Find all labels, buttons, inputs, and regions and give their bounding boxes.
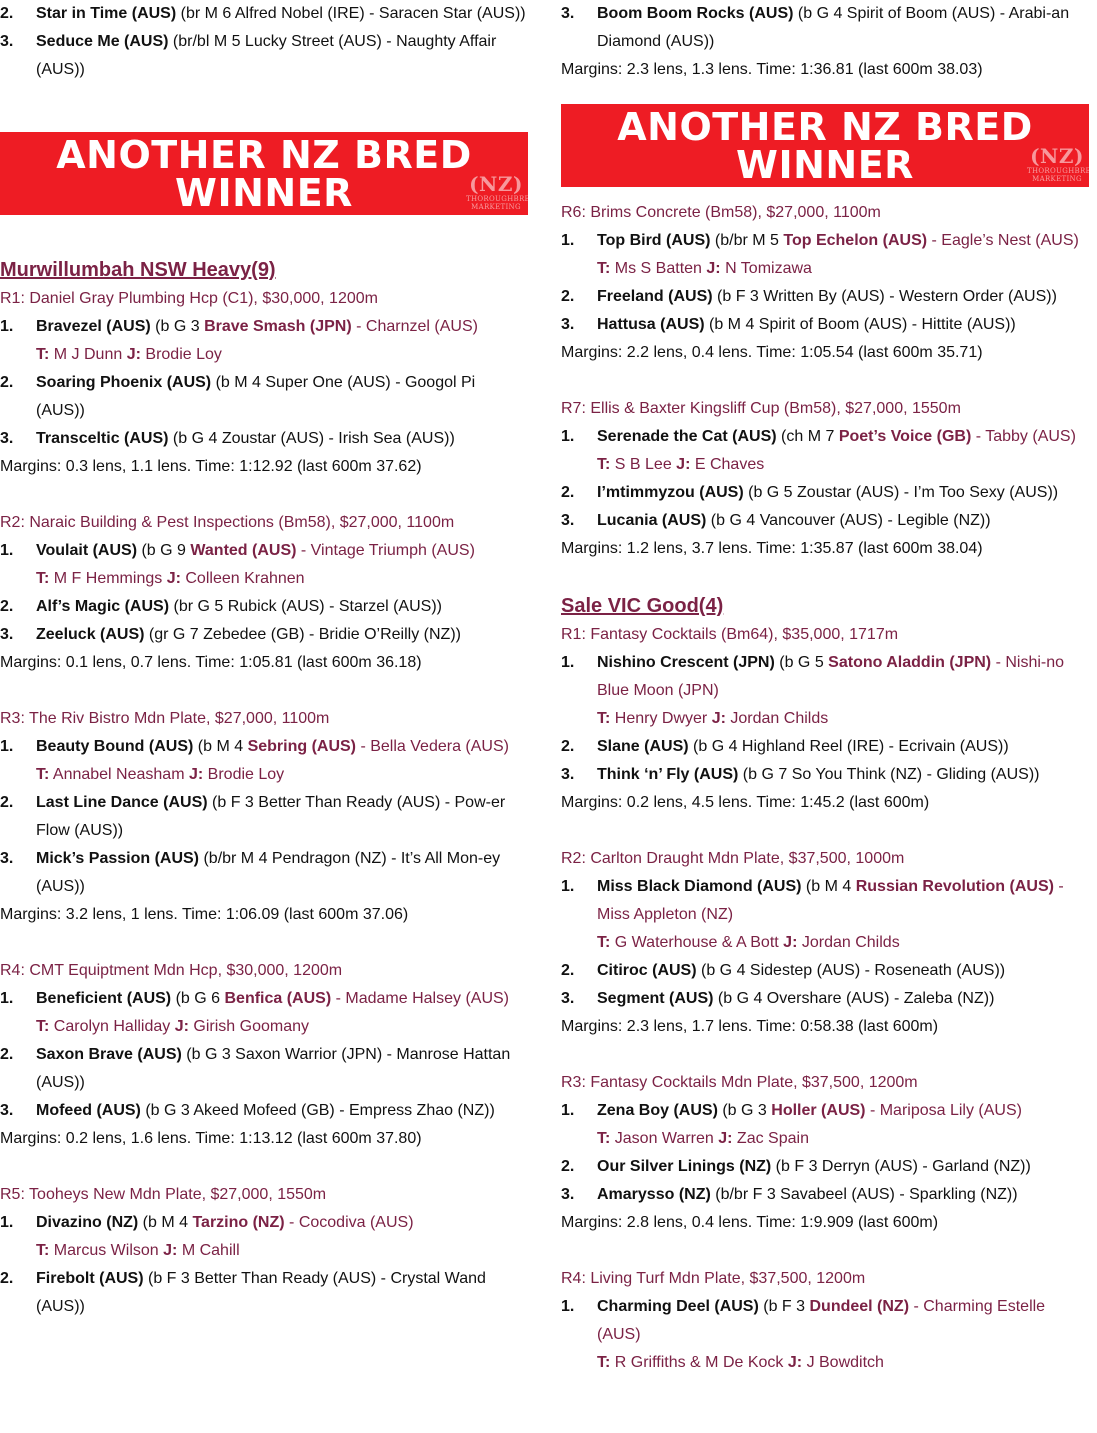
result-row: 2. Our Silver Linings (NZ) (b F 3 Derryn (AUS) - Garland (NZ)) — [561, 1158, 1031, 1175]
result-row: 3. Segment (AUS) (b G 4 Overshare (AUS) - Zaleba (NZ)) — [561, 990, 995, 1007]
race-margins: Margins: 0.2 lens, 4.5 lens. Time: 1:45.2 (last 600m) — [561, 794, 930, 811]
trainer-jockey: T: R Griffiths & M De Kock J: J Bowditch — [597, 1354, 884, 1371]
trainer-jockey: T: Marcus Wilson J: M Cahill — [36, 1242, 240, 1259]
race-margins: Margins: 3.2 lens, 1 lens. Time: 1:06.09 (last 600m 37.06) — [0, 906, 409, 923]
nz-bred-banner: ANOTHER NZ BRED WINNER (NZ) THOROUGHBRED MARKETING — [561, 104, 1089, 187]
result-row: 2. Star in Time (AUS) (br M 6 Alfred Nobel (IRE) - Saracen Star (AUS)) — [0, 5, 526, 22]
winner-row: 1. Top Bird (AUS) (b/br M 5 Top Echelon (AUS) - Eagle’s Nest (AUS) — [561, 232, 1079, 249]
race-margins: Margins: 1.2 lens, 3.7 lens. Time: 1:35.87 (last 600m 38.04) — [561, 540, 983, 557]
result-row: 3. Think ‘n’ Fly (AUS) (b G 7 So You Think (NZ) - Gliding (AUS)) — [561, 766, 1040, 783]
winner-row: 1. Bravezel (AUS) (b G 3 Brave Smash (JPN) - Charnzel (AUS) — [0, 318, 478, 335]
result-row: 2. Saxon Brave (AUS) (b G 3 Saxon Warrior (JPN) - Manrose Hattan (AUS)) — [0, 1046, 511, 1091]
nz-marketing-logo: (NZ) THOROUGHBRED MARKETING — [1027, 144, 1097, 183]
race-margins: Margins: 2.8 lens, 0.4 lens. Time: 1:9.909 (last 600m) — [561, 1214, 939, 1231]
trainer-jockey: T: M F Hemmings J: Colleen Krahnen — [36, 570, 305, 587]
winner-row: 1. Serenade the Cat (AUS) (ch M 7 Poet’s Voice (GB) - Tabby (AUS) — [561, 428, 1076, 445]
meeting-title: Sale VIC Good(4) — [561, 595, 724, 617]
winner-row: 1. Voulait (AUS) (b G 9 Wanted (AUS) - Vintage Triumph (AUS) — [0, 542, 475, 559]
meeting-title: Murwillumbah NSW Heavy(9) — [0, 259, 276, 281]
race-margins: Margins: 0.1 lens, 0.7 lens. Time: 1:05.81 (last 600m 36.18) — [0, 654, 422, 671]
result-row: 3. Seduce Me (AUS) (br/bl M 5 Lucky Street (AUS) - Naughty Affair (AUS)) — [0, 33, 497, 78]
trainer-jockey: T: Annabel Neasham J: Brodie Loy — [36, 766, 285, 783]
race-title: R5: Tooheys New Mdn Plate, $27,000, 1550m — [0, 1186, 327, 1203]
trainer-jockey: T: G Waterhouse & A Bott J: Jordan Childs — [597, 934, 900, 951]
result-row: 2. Soaring Phoenix (AUS) (b M 4 Super One (AUS) - Googol Pi (AUS)) — [0, 374, 476, 419]
winner-row: 1. Beneficient (AUS) (b G 6 Benfica (AUS) - Madame Halsey (AUS) — [0, 990, 509, 1007]
race-margins: Margins: 2.3 lens, 1.3 lens. Time: 1:36.81 (last 600m 38.03) — [561, 61, 983, 78]
result-row: 2. Last Line Dance (AUS) (b F 3 Better Than Ready (AUS) - Pow-er Flow (AUS)) — [0, 794, 506, 839]
result-row: 3. Transceltic (AUS) (b G 4 Zoustar (AUS) - Irish Sea (AUS)) — [0, 430, 455, 447]
winner-row: 1. Divazino (NZ) (b M 4 Tarzino (NZ) - Cocodiva (AUS) — [0, 1214, 414, 1231]
result-row: 2. Alf’s Magic (AUS) (br G 5 Rubick (AUS) - Starzel (AUS)) — [0, 598, 442, 615]
result-row: 3. Boom Boom Rocks (AUS) (b G 4 Spirit of Boom (AUS) - Arabi-an Diamond (AUS)) — [561, 5, 1070, 50]
trainer-jockey: T: Jason Warren J: Zac Spain — [597, 1130, 809, 1147]
winner-row: 1. Beauty Bound (AUS) (b M 4 Sebring (AUS) - Bella Vedera (AUS) — [0, 738, 509, 755]
race-margins: Margins: 2.3 lens, 1.7 lens. Time: 0:58.38 (last 600m) — [561, 1018, 939, 1035]
trainer-jockey: T: M J Dunn J: Brodie Loy — [36, 346, 222, 363]
result-row: 2. Slane (AUS) (b G 4 Highland Reel (IRE) - Ecrivain (AUS)) — [561, 738, 1009, 755]
result-row: 3. Hattusa (AUS) (b M 4 Spirit of Boom (AUS) - Hittite (AUS)) — [561, 316, 1016, 333]
race-margins: Margins: 0.2 lens, 1.6 lens. Time: 1:13.12 (last 600m 37.80) — [0, 1130, 422, 1147]
race-title: R4: CMT Equiptment Mdn Hcp, $30,000, 1200m — [0, 962, 343, 979]
result-row: 3. Lucania (AUS) (b G 4 Vancouver (AUS) - Legible (NZ)) — [561, 512, 991, 529]
race-margins: Margins: 2.2 lens, 0.4 lens. Time: 1:05.54 (last 600m 35.71) — [561, 344, 983, 361]
nz-bred-banner: ANOTHER NZ BRED WINNER (NZ) THOROUGHBRED MARKETING — [0, 132, 528, 215]
winner-row: 1. Charming Deel (AUS) (b F 3 Dundeel (NZ) - Charming Estelle (AUS) — [561, 1298, 1046, 1343]
result-row: 2. Citiroc (AUS) (b G 4 Sidestep (AUS) - Roseneath (AUS)) — [561, 962, 1006, 979]
result-row: 3. Mofeed (AUS) (b G 3 Akeed Mofeed (GB) - Empress Zhao (NZ)) — [0, 1102, 495, 1119]
winner-row: 1. Zena Boy (AUS) (b G 3 Holler (AUS) - Mariposa Lily (AUS) — [561, 1102, 1022, 1119]
result-row: 2. I’mtimmyzou (AUS) (b G 5 Zoustar (AUS) - I’m Too Sexy (AUS)) — [561, 484, 1059, 501]
race-title: R1: Fantasy Cocktails (Bm64), $35,000, 1717m — [561, 626, 899, 643]
winner-row: 1. Miss Black Diamond (AUS) (b M 4 Russian Revolution (AUS) - Miss Appleton (NZ) — [561, 878, 1064, 923]
race-title: R4: Living Turf Mdn Plate, $37,500, 1200m — [561, 1270, 866, 1287]
trainer-jockey: T: Ms S Batten J: N Tomizawa — [597, 260, 812, 277]
trainer-jockey: T: Carolyn Halliday J: Girish Goomany — [36, 1018, 310, 1035]
trainer-jockey: T: S B Lee J: E Chaves — [597, 456, 765, 473]
right-column — [561, 0, 1097, 1377]
winner-row: 1. Nishino Crescent (JPN) (b G 5 Satono Aladdin (JPN) - Nishi-no Blue Moon (JPN) — [561, 654, 1065, 699]
race-title: R2: Carlton Draught Mdn Plate, $37,500, 1000m — [561, 850, 905, 867]
result-row: 2. Firebolt (AUS) (b F 3 Better Than Ready (AUS) - Crystal Wand (AUS)) — [0, 1270, 486, 1315]
race-title: R6: Brims Concrete (Bm58), $27,000, 1100m — [561, 204, 881, 221]
nz-marketing-logo: (NZ) THOROUGHBRED MARKETING — [466, 172, 536, 211]
result-row: 3. Mick’s Passion (AUS) (b/br M 4 Pendragon (NZ) - It’s All Mon-ey (AUS)) — [0, 850, 501, 895]
race-title: R3: Fantasy Cocktails Mdn Plate, $37,500, 1200m — [561, 1074, 918, 1091]
left-column — [0, 0, 536, 1321]
race-title: R3: The Riv Bistro Mdn Plate, $27,000, 1100m — [0, 710, 330, 727]
result-row: 3. Amarysso (NZ) (b/br F 3 Savabeel (AUS) - Sparkling (NZ)) — [561, 1186, 1018, 1203]
race-title: R7: Ellis & Baxter Kingsliff Cup (Bm58), $27,000, 1550m — [561, 400, 961, 417]
race-margins: Margins: 0.3 lens, 1.1 lens. Time: 1:12.92 (last 600m 37.62) — [0, 458, 422, 475]
trainer-jockey: T: Henry Dwyer J: Jordan Childs — [597, 710, 829, 727]
race-title: R2: Naraic Building & Pest Inspections (Bm58), $27,000, 1100m — [0, 514, 455, 531]
result-row: 3. Zeeluck (AUS) (gr G 7 Zebedee (GB) - Bridie O’Reilly (NZ)) — [0, 626, 461, 643]
result-row: 2. Freeland (AUS) (b F 3 Written By (AUS) - Western Order (AUS)) — [561, 288, 1057, 305]
race-title: R1: Daniel Gray Plumbing Hcp (C1), $30,000, 1200m — [0, 290, 378, 307]
